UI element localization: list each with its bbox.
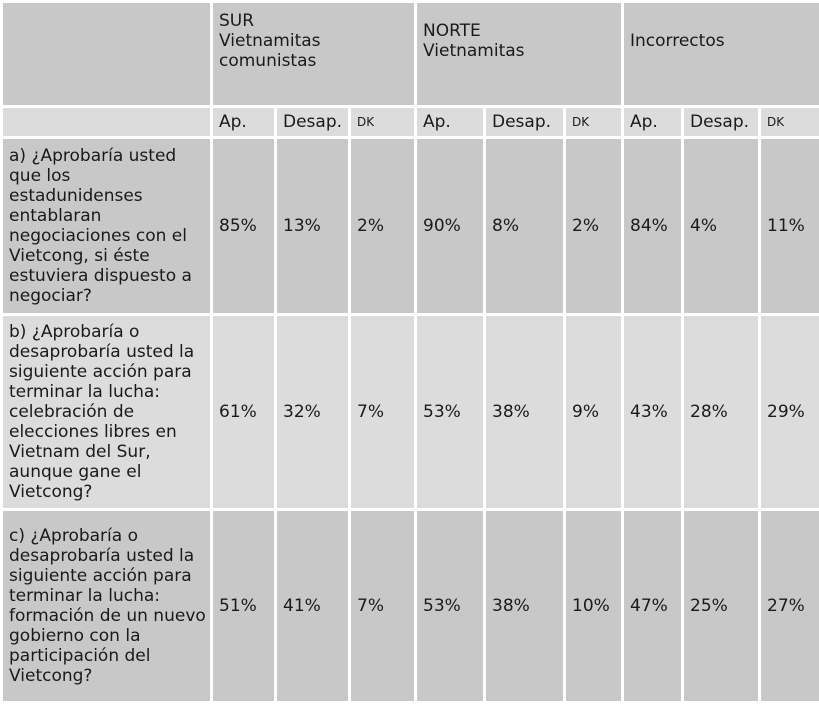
value-cell: 38% xyxy=(485,510,565,703)
value-cell: 25% xyxy=(683,510,760,703)
value-cell: 32% xyxy=(276,315,350,510)
value-cell: 84% xyxy=(623,138,683,315)
sub-header-ap: Ap. xyxy=(623,107,683,138)
group-norte-line1: NORTE xyxy=(423,21,621,41)
value-cell: 13% xyxy=(276,138,350,315)
sub-header-ap: Ap. xyxy=(416,107,485,138)
value-cell: 2% xyxy=(565,138,623,315)
sub-header-desap: Desap. xyxy=(276,107,350,138)
sub-header-blank xyxy=(2,107,212,138)
table-row xyxy=(2,138,819,315)
value-cell: 29% xyxy=(760,315,819,510)
value-cell: 4% xyxy=(683,138,760,315)
value-cell: 27% xyxy=(760,510,819,703)
value-cell: 41% xyxy=(276,510,350,703)
sub-header-desap: Desap. xyxy=(485,107,565,138)
value-cell: 53% xyxy=(416,510,485,703)
sub-header-desap: Desap. xyxy=(683,107,760,138)
value-cell: 7% xyxy=(350,315,416,510)
sub-header-row xyxy=(2,107,819,138)
value-cell: 10% xyxy=(565,510,623,703)
value-cell: 61% xyxy=(212,315,276,510)
sub-header-dk: DK xyxy=(565,107,623,138)
value-cell: 28% xyxy=(683,315,760,510)
group-sur-line2: Vietnamitas xyxy=(219,31,414,51)
value-cell: 9% xyxy=(565,315,623,510)
sub-header-dk: DK xyxy=(760,107,819,138)
question-cell: a) ¿Aprobaría usted que los estadunidenses entablaran negociaciones con el Vietcong, si éste estuviera dispuesto a negociar? xyxy=(2,138,212,315)
value-cell: 11% xyxy=(760,138,819,315)
corner-cell xyxy=(2,2,212,107)
value-cell: 53% xyxy=(416,315,485,510)
group-norte-line2: Vietnamitas xyxy=(423,41,621,61)
sub-header-dk: DK xyxy=(350,107,416,138)
question-cell: b) ¿Aprobaría o desaprobaría usted la siguiente acción para terminar la lucha: celebración de elecciones libres en Vietnam del Sur, aunque gane el Vietcong? xyxy=(2,315,212,510)
table-row xyxy=(2,510,819,703)
value-cell: 85% xyxy=(212,138,276,315)
value-cell: 7% xyxy=(350,510,416,703)
value-cell: 90% xyxy=(416,138,485,315)
group-header-norte xyxy=(416,2,623,107)
table-row xyxy=(2,315,819,510)
value-cell: 43% xyxy=(623,315,683,510)
group-header-row xyxy=(2,2,819,107)
group-sur-line3: comunistas xyxy=(219,51,414,71)
group-header-incorrectos xyxy=(623,2,819,107)
value-cell: 8% xyxy=(485,138,565,315)
value-cell: 2% xyxy=(350,138,416,315)
value-cell: 38% xyxy=(485,315,565,510)
sub-header-ap: Ap. xyxy=(212,107,276,138)
question-cell: c) ¿Aprobaría o desaprobaría usted la siguiente acción para terminar la lucha: formación de un nuevo gobierno con la participación del Vietcong? xyxy=(2,510,212,703)
group-sur-line1: SUR xyxy=(219,11,414,31)
value-cell: 47% xyxy=(623,510,683,703)
group-header-sur xyxy=(212,2,416,107)
value-cell: 51% xyxy=(212,510,276,703)
group-incorrectos-line1: Incorrectos xyxy=(630,31,819,51)
